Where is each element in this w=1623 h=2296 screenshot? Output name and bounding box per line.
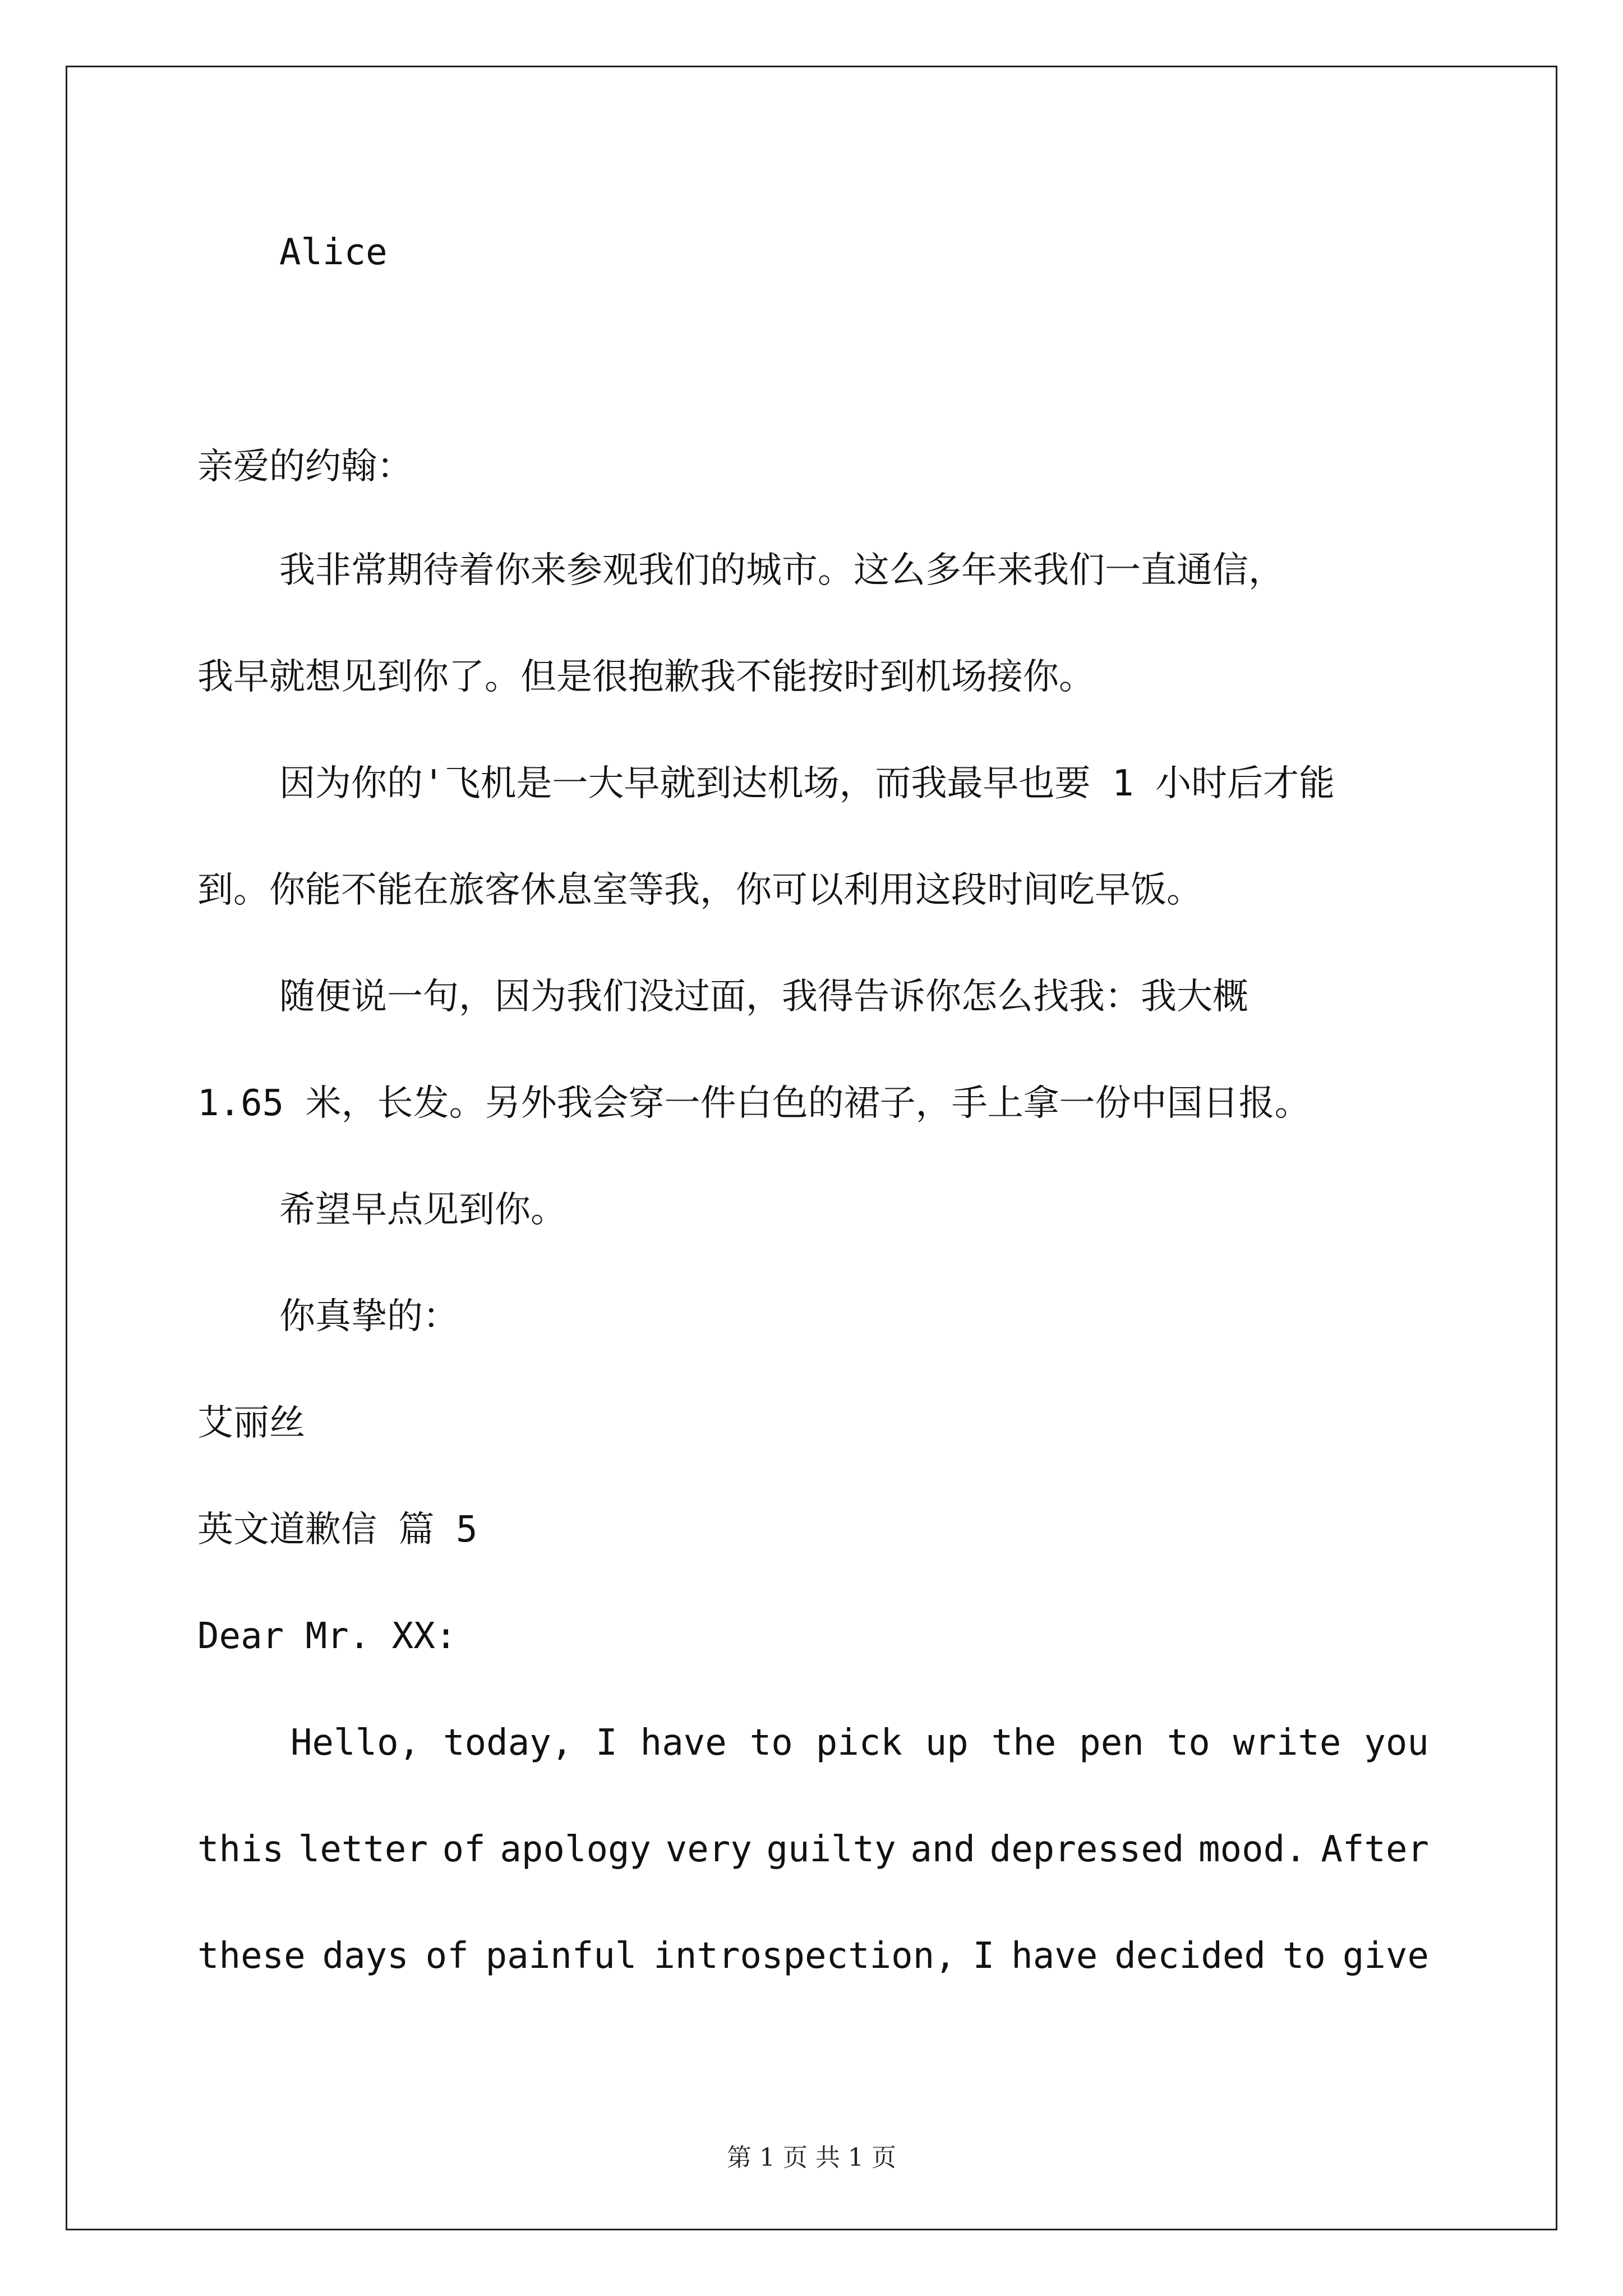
english-word: depressed xyxy=(989,1829,1184,1870)
page-footer: 第 1 页 共 1 页 xyxy=(727,2143,896,2172)
english-word: have xyxy=(640,1722,727,1764)
para3-line1: 随便说一句，因为我们没过面，我得告诉你怎么找我：我大概 xyxy=(279,976,1248,1018)
page-border xyxy=(66,66,1557,2230)
para3-line2: 1.65 米，长发。另外我会穿一件白色的裙子，手上拿一份中国日报。 xyxy=(197,1083,1311,1124)
closing: 你真挚的： xyxy=(279,1296,459,1337)
english-word: to xyxy=(1282,1935,1326,1977)
english-word: Hello, xyxy=(291,1722,421,1764)
english-word: this xyxy=(197,1829,284,1870)
english-word: introspection, xyxy=(653,1935,956,1977)
para2-line2: 到。你能不能在旅客休息室等我，你可以利用这段时间吃早饭。 xyxy=(197,869,1202,911)
english-word: After xyxy=(1321,1829,1429,1870)
english-word: decided xyxy=(1114,1935,1266,1977)
english-word: of xyxy=(425,1935,469,1977)
signature: 艾丽丝 xyxy=(197,1402,305,1444)
english-word: pick xyxy=(815,1722,902,1764)
english-word: and xyxy=(910,1829,975,1870)
english-line2 xyxy=(197,1829,1429,1870)
english-word: the xyxy=(991,1722,1057,1764)
english-word: you xyxy=(1364,1722,1429,1764)
english-line1 xyxy=(291,1722,1429,1764)
english-word: guilty xyxy=(766,1829,896,1870)
english-word: these xyxy=(197,1935,306,1977)
english-word: give xyxy=(1342,1935,1429,1977)
para1-line1: 我非常期待着你来参观我们的城市。这么多年来我们一直通信， xyxy=(279,550,1284,591)
english-word: to xyxy=(1166,1722,1210,1764)
english-word: apology xyxy=(500,1829,652,1870)
english-salutation: Dear Mr. XX: xyxy=(197,1616,457,1657)
english-word: today, xyxy=(443,1722,573,1764)
english-word: to xyxy=(749,1722,793,1764)
english-word: very xyxy=(665,1829,752,1870)
english-word: painful xyxy=(485,1935,637,1977)
english-line3 xyxy=(197,1935,1429,1977)
para1-line2: 我早就想见到你了。但是很抱歉我不能按时到机场接你。 xyxy=(197,656,1095,698)
english-word: write xyxy=(1233,1722,1341,1764)
english-word: of xyxy=(442,1829,486,1870)
chinese-salutation: 亲爱的约翰： xyxy=(197,446,413,487)
english-word: have xyxy=(1011,1935,1098,1977)
english-word: letter xyxy=(298,1829,428,1870)
para4: 希望早点见到你。 xyxy=(279,1189,566,1231)
section-title: 英文道歉信 篇 5 xyxy=(197,1509,478,1550)
english-word: I xyxy=(972,1935,995,1977)
english-word: days xyxy=(322,1935,409,1977)
para2-line1: 因为你的'飞机是一大早就到达机场，而我最早也要 1 小时后才能 xyxy=(279,763,1335,804)
english-word: mood. xyxy=(1198,1829,1307,1870)
english-word: up xyxy=(925,1722,969,1764)
signature-top: Alice xyxy=(279,232,388,273)
english-word: I xyxy=(596,1722,617,1764)
english-word: pen xyxy=(1079,1722,1144,1764)
